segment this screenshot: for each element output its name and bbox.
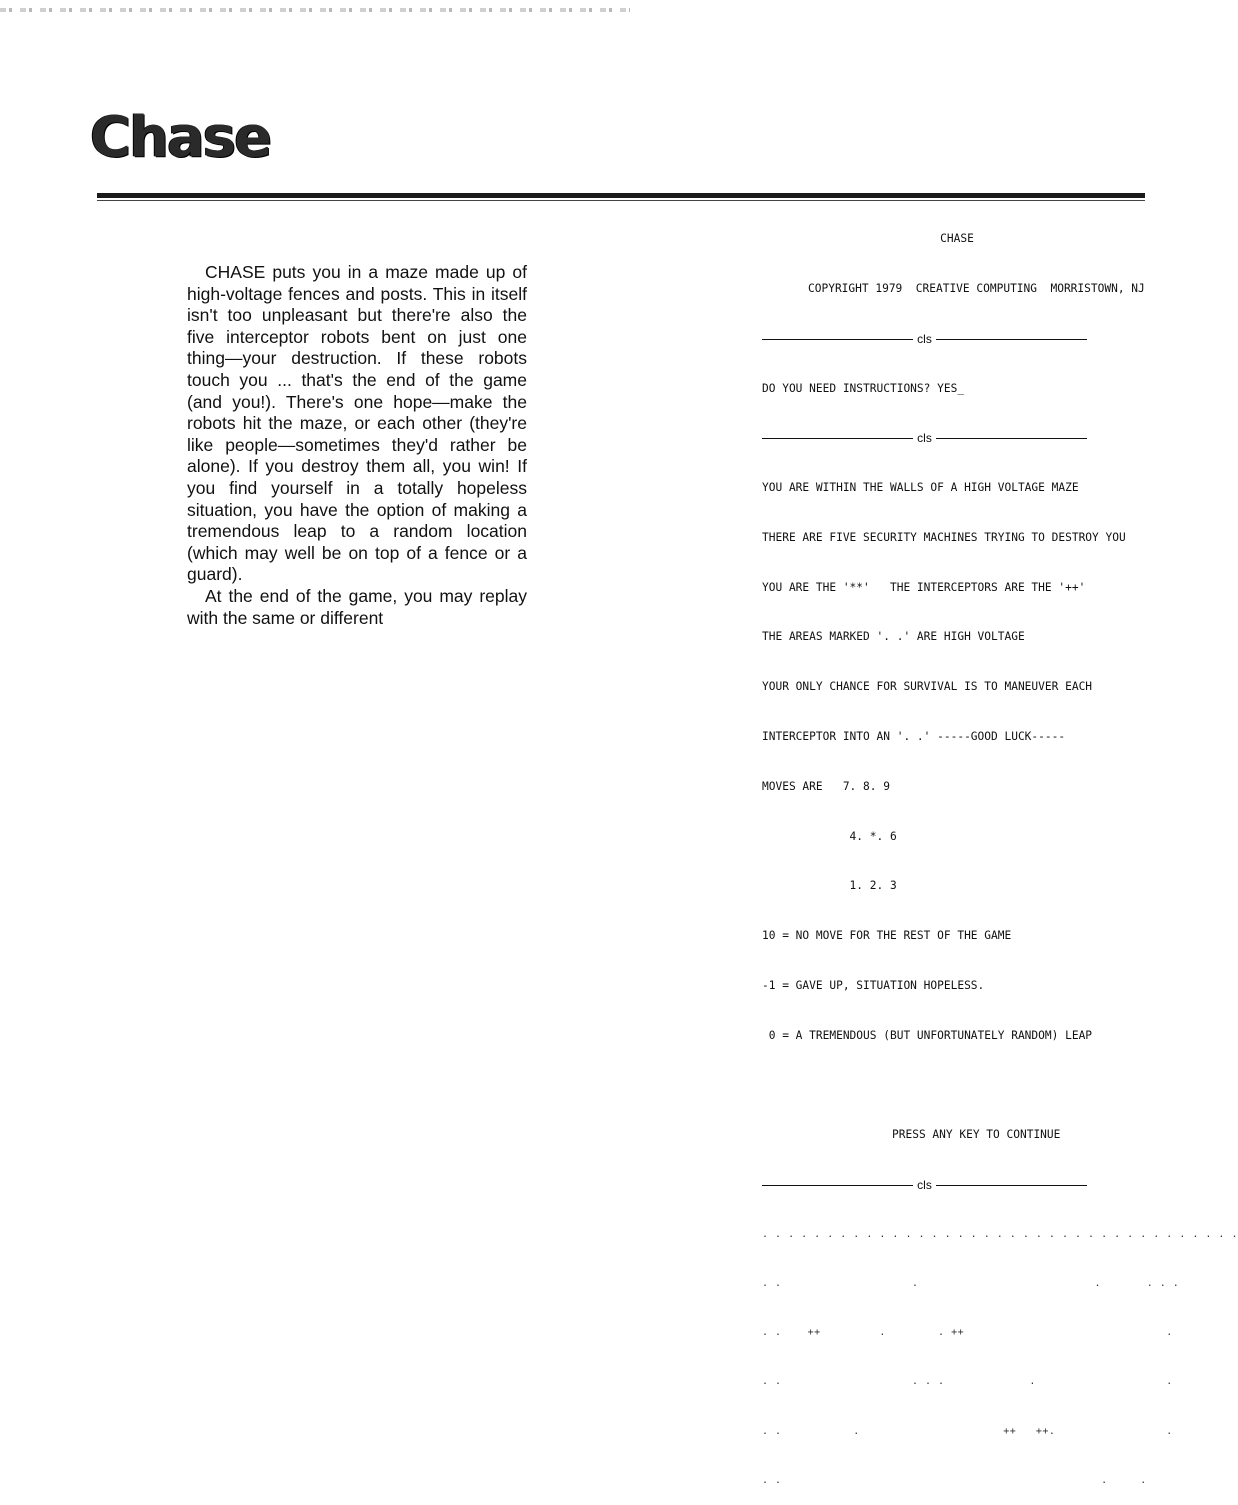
moves-line: 1. 2. 3: [762, 879, 897, 893]
maze-row: . . ++ . . ++ .: [762, 1327, 1173, 1339]
maze-row: . . . . . . . . . . . . . . . . . . . . . . . . . . . . . . . . . . . . .: [762, 1228, 1238, 1240]
instruction-line: THERE ARE FIVE SECURITY MACHINES TRYING TO DESTROY YOU: [762, 530, 1126, 544]
instruction-line: 0 = A TREMENDOUS (BUT UNFORTUNATELY RANDOM) LEAP: [762, 1028, 1093, 1042]
cls-label: cls: [917, 431, 932, 446]
moves-line: MOVES ARE 7. 8. 9: [762, 779, 890, 793]
article-title: Chase: [90, 105, 271, 170]
cls-label: cls: [917, 331, 932, 346]
continue-prompt: PRESS ANY KEY TO CONTINUE: [892, 1128, 1061, 1142]
scan-artifact-top: [0, 8, 630, 12]
moves-line: 4. *. 6: [762, 829, 897, 843]
cls-separator-3: [762, 1177, 1087, 1194]
article-paragraph-2: At the end of the game, you may replay with the same or different: [187, 585, 527, 628]
instruction-line: 10 = NO MOVE FOR THE REST OF THE GAME: [762, 929, 1012, 943]
cls-label: cls: [917, 1178, 932, 1193]
blank-line: [762, 1077, 1162, 1094]
instruction-line: -1 = GAVE UP, SITUATION HOPELESS.: [762, 978, 985, 992]
instruction-line: INTERCEPTOR INTO AN '. .' -----GOOD LUCK-----: [762, 730, 1066, 743]
maze-row: . . . ++ ++. .: [762, 1425, 1173, 1437]
maze-row: . . . .: [762, 1474, 1147, 1486]
listing-title: CHASE: [940, 232, 974, 246]
instruction-line: YOU ARE WITHIN THE WALLS OF A HIGH VOLTAGE MAZE: [762, 481, 1079, 495]
cls-separator-1: [762, 331, 1087, 348]
program-listing: [762, 198, 1238, 1505]
maze-row: . . . . . . .: [762, 1376, 1173, 1388]
instruction-line: THE AREAS MARKED '. .' ARE HIGH VOLTAGE: [762, 630, 1025, 644]
article-body: [187, 262, 527, 629]
instructions-prompt: DO YOU NEED INSTRUCTIONS? YES_: [762, 381, 965, 395]
cls-separator-2: [762, 430, 1087, 447]
instruction-line: YOU ARE THE '**' THE INTERCEPTORS ARE THE '++': [762, 580, 1086, 594]
instruction-line: YOUR ONLY CHANCE FOR SURVIVAL IS TO MANEUVER EACH: [762, 680, 1093, 694]
maze-row: . . . . . . .: [762, 1278, 1180, 1289]
listing-copyright: COPYRIGHT 1979 CREATIVE COMPUTING MORRISTOWN, NJ: [808, 281, 1145, 295]
article-paragraph-1: CHASE puts you in a maze made up of high-voltage fences and posts. This in itself isn't too unpleasant but there're also the five interceptor robots bent on just one thing—your destruction. If these robots touch you ... that's the end of the game (and you!). There's one hope—make the robots hit the maze, or each other (they're like people—sometimes they'd rather be alone). If you destroy them all, you win! If you find yourself in a totally hopeless situation, you have the option of making a tremendous leap to a random location (which may well be on top of a fence or a guard).: [187, 262, 527, 585]
